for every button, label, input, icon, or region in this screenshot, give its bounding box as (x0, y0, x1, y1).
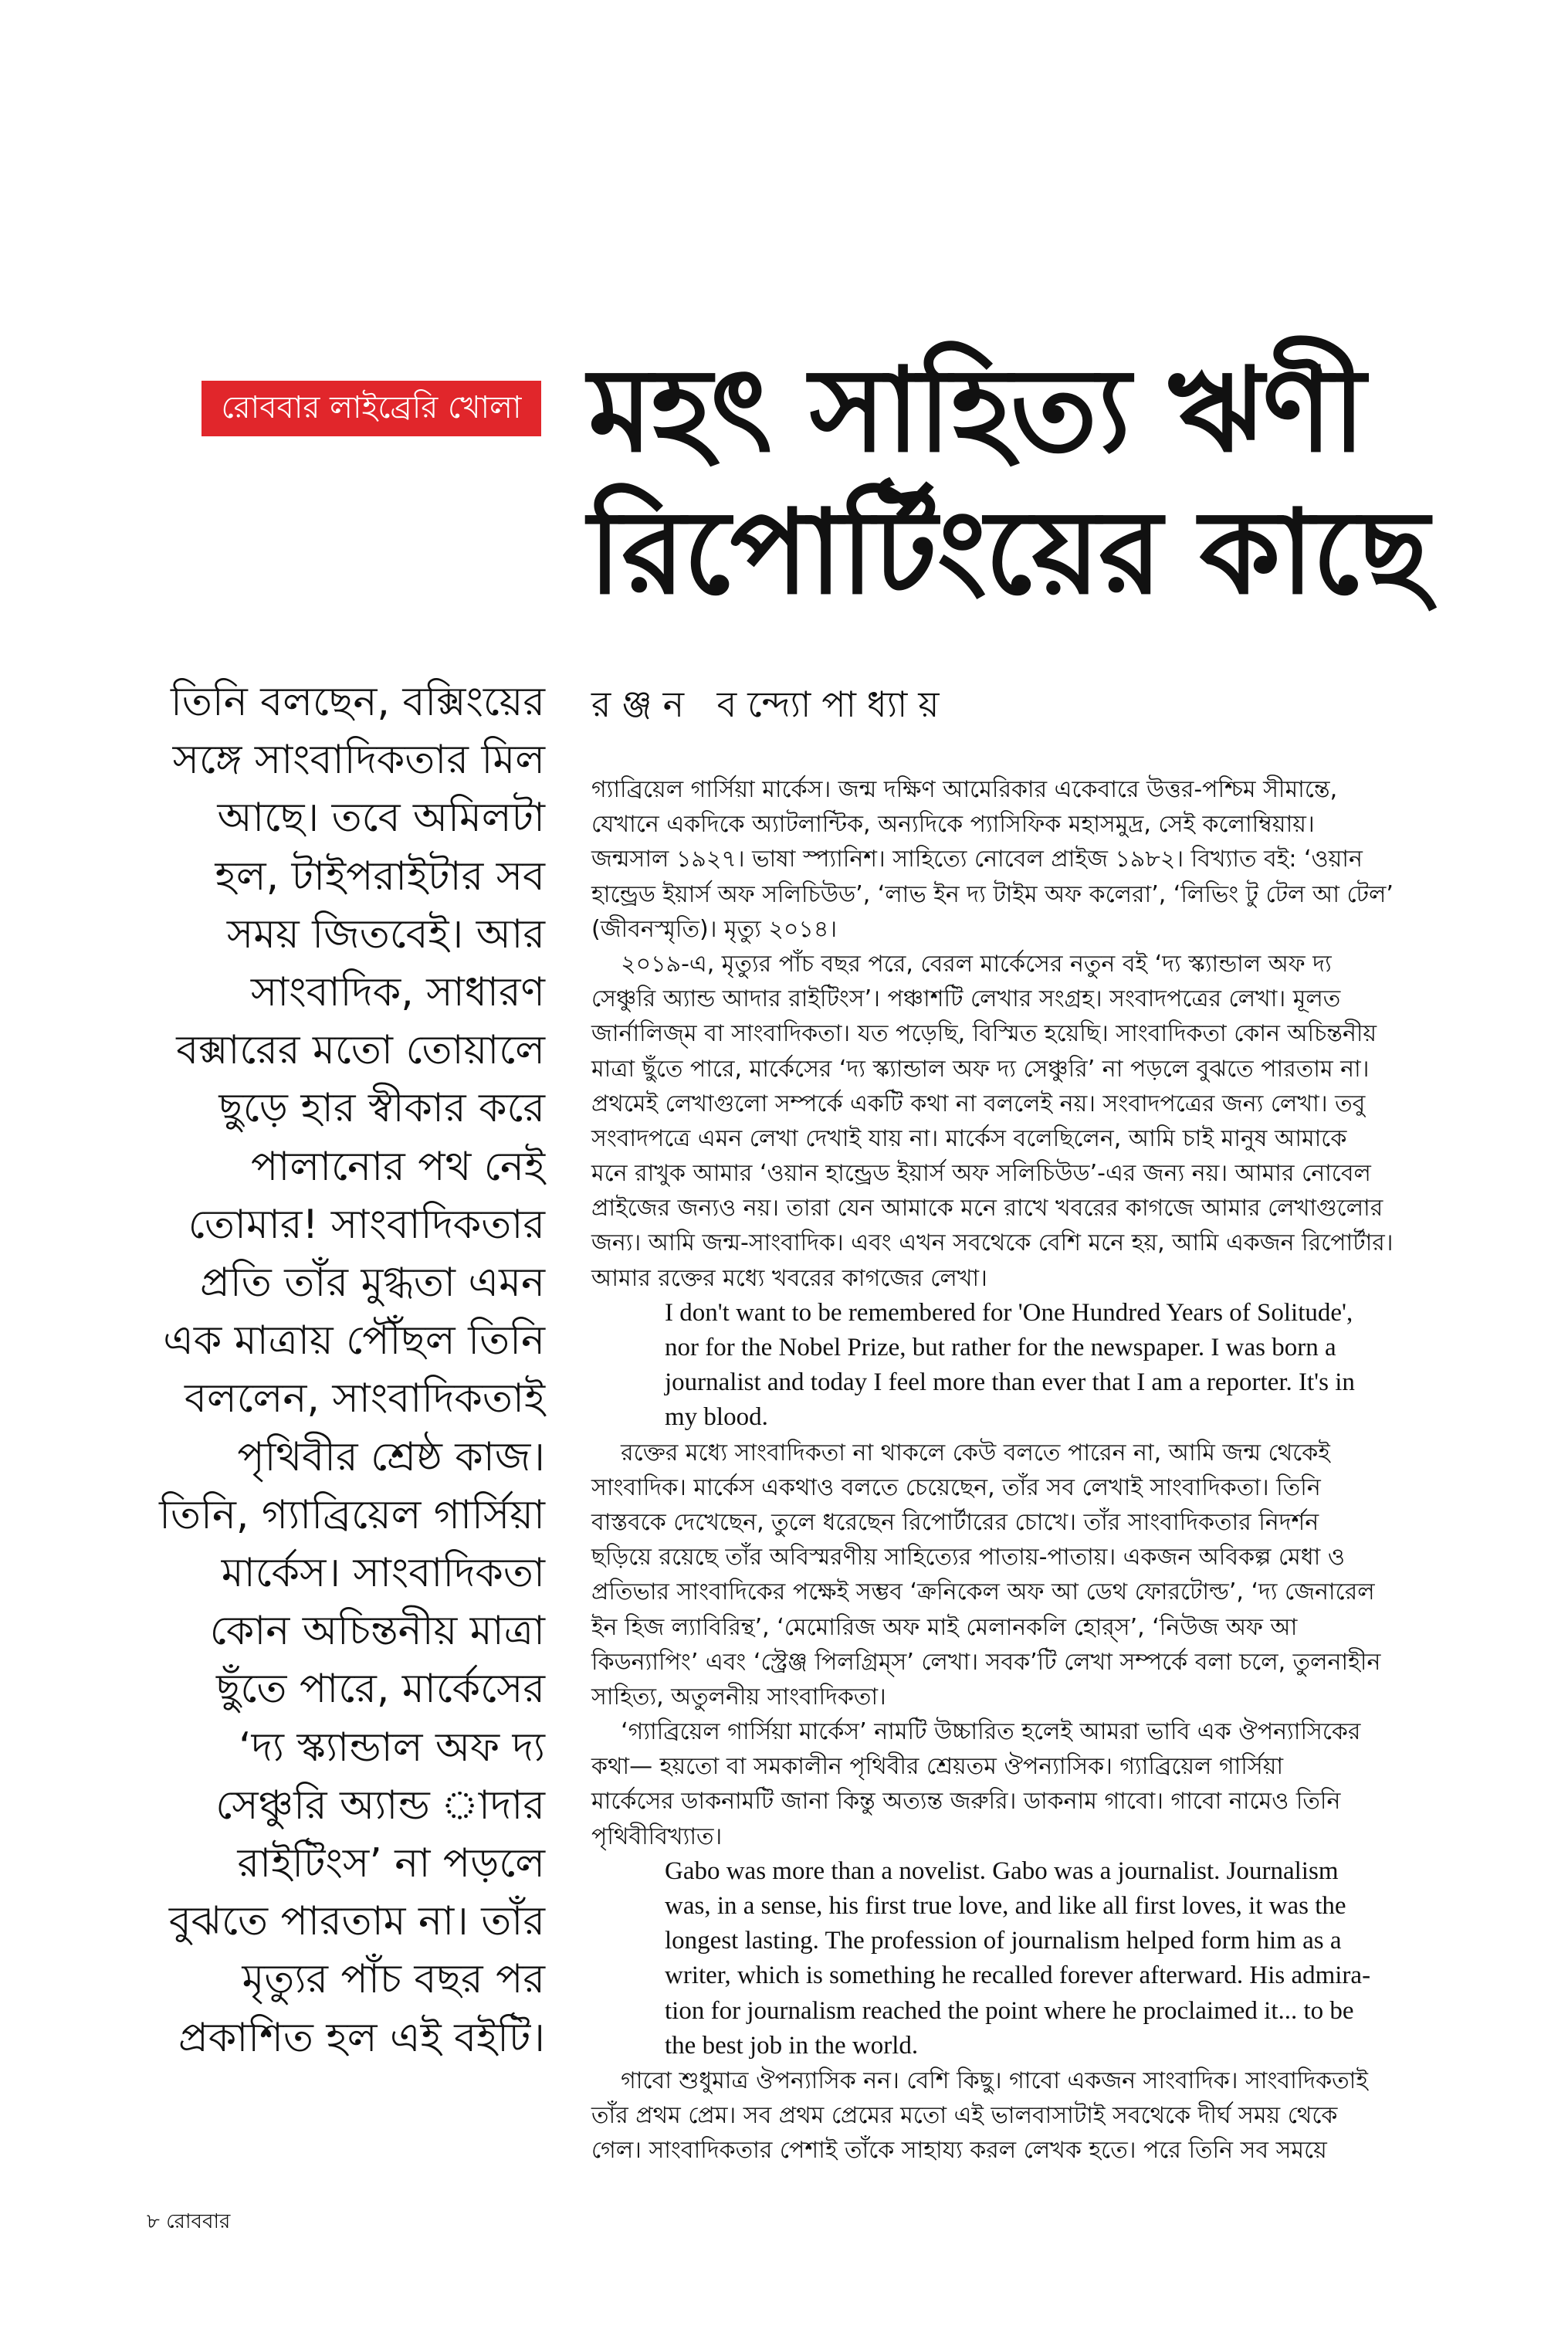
body-line: মনে রাখুক আমার ‘ওয়ান হান্ড্রেড ইয়ার্স অফ সলিচিউড’-এর জন্য নয়। আমার নোবেল (591, 1160, 1371, 1188)
quote-line-english: was, in a sense, his first true love, and like all first loves, it was the (665, 1892, 1346, 1920)
pull-quote-line: মৃত্যুর পাঁচ বছর পর (242, 1956, 545, 2003)
article-body (591, 772, 1437, 2168)
body-line: গাবো শুধুমাত্র ঔপন্যাসিক নন। বেশি কিছু। গাবো একজন সাংবাদিক। সাংবাদিকতাই (591, 2067, 1368, 2094)
body-line: গেল। সাংবাদিকতার পেশাই তাঁকে সাহায্য করল লেখক হতে। পরে তিনি সব সময়ে (591, 2137, 1327, 2165)
body-line: মাত্রা ছুঁতে পারে, মার্কেসের ‘দ্য স্ক্যান্ডাল অফ দ্য সেঞ্চুরি’ না পড়লে বুঝতে পারতাম না। (591, 1055, 1370, 1083)
pull-quote-line: পালানোর পথ নেই (250, 1143, 545, 1190)
quote-line-english: the best job in the world. (665, 2031, 919, 2060)
body-line: ২০১৯-এ, মৃত্যুর পাঁচ বছর পরে, বেরল মার্কেসের নতুন বই ‘দ্য স্ক্যান্ডাল অফ দ্য (591, 950, 1332, 978)
pull-quote-line: বুঝতে পারতাম না। তাঁর (168, 1898, 545, 1945)
pull-quote-line: সময় জিতবেই। আর (226, 910, 545, 958)
pull-quote-line: সঙ্গে সাংবাদিকতার মিল (172, 737, 545, 784)
pull-quote-line: ‘দ্য স্ক্যান্ডাল অফ দ্য (239, 1724, 545, 1771)
quote-line-english: nor for the Nobel Prize, but rather for the newspaper. I was born a (665, 1334, 1336, 1361)
section-badge: রোববার লাইব্রেরি খোলা (202, 381, 541, 436)
pull-quote-line: প্রকাশিত হল এই বইটি। (178, 2014, 545, 2061)
pull-quote-line: আছে। তবে অমিলটা (217, 795, 545, 842)
quote-line-english: tion for journalism reached the point where he proclaimed it... to be (665, 1996, 1354, 2025)
body-line: জার্নালিজ্‌ম বা সাংবাদিকতা। যত পড়েছি, বিস্মিত হয়েছি। সাংবাদিকতা কোন অচিন্তনীয় (591, 1020, 1377, 1048)
body-line: যেখানে একদিকে অ্যাটলান্টিক, অন্যদিকে প্যাসিফিক মহাসমুদ্র, সেই কলোম্বিয়ায়। (591, 811, 1315, 839)
pull-quote-line: ছুঁতে পারে, মার্কেসের (216, 1666, 545, 1713)
body-line: তাঁর প্রথম প্রেম। সব প্রথম প্রেমের মতো এই ভালবাসাটাই সবথেকে দীর্ঘ সময় থেকে (591, 2102, 1338, 2130)
pull-quote-line: রাইটিংস’ না পড়লে (237, 1840, 545, 1887)
pull-quote-line: বললেন, সাংবাদিকতাই (185, 1375, 545, 1422)
body-line: সংবাদপত্রে এমন লেখা দেখাই যায় না। মার্কেস বলেছিলেন, আমি চাই মানুষ আমাকে (591, 1124, 1347, 1152)
body-line: প্রতিভার সাংবাদিকের পক্ষেই সম্ভব ‘ক্রনিকেল অফ আ ডেথ ফোরটোল্ড’, ‘দ্য জেনারেল (591, 1578, 1375, 1606)
pull-quote-line: হল, টাইপরাইটার সব (215, 853, 545, 900)
body-line: ছড়িয়ে রয়েছে তাঁর অবিস্মরণীয় সাহিত্যের পাতায়-পাতায়। একজন অবিকল্প মেধা ও (591, 1544, 1345, 1572)
pull-quote-line: এক মাত্রায় পৌঁছল তিনি (163, 1317, 545, 1365)
quote-line-english: writer, which is something he recalled forever afterward. His admira- (665, 1962, 1371, 1990)
body-line: রক্তের মধ্যে সাংবাদিকতা না থাকলে কেউ বলতে পারেন না, আমি জন্ম থেকেই (591, 1439, 1330, 1466)
headline-line: মহৎ সাহিত্য ঋণী (588, 344, 1364, 478)
pull-quote-line: তোমার! সাংবাদিকতার (188, 1201, 545, 1248)
body-line: প্রাইজের জন্যও নয়। তারা যেন আমাকে মনে রাখে খবরের কাগজে আমার লেখাগুলোর (591, 1195, 1383, 1222)
pull-quote-line: ছুড়ে হার স্বীকার করে (218, 1085, 545, 1132)
body-line: (জীবনস্মৃতি)। মৃত্যু ২০১৪। (591, 915, 838, 943)
pull-quote-line: পৃথিবীর শ্রেষ্ঠ কাজ। (237, 1433, 545, 1480)
body-line: বাস্তবকে দেখেছেন, তুলে ধরেছেন রিপোর্টারের চোখে। তাঁর সাংবাদিকতার নিদর্শন (591, 1508, 1319, 1536)
quote-line-english: I don't want to be remembered for 'One Hundred Years of Solitude', (665, 1298, 1353, 1327)
pull-quote-line: তিনি বলছেন, বক্সিংয়ের (170, 679, 545, 725)
body-line: আমার রক্তের মধ্যে খবরের কাগজের লেখা। (591, 1264, 987, 1292)
pull-quote (116, 673, 545, 2067)
body-line: ‘গ্যাব্রিয়েল গার্সিয়া মার্কেস’ নামটি উচ্চারিত হলেই আমরা ভাবি এক ঔপন্যাসিকের (591, 1718, 1361, 1746)
pull-quote-line: কোন অচিন্তনীয় মাত্রা (209, 1608, 545, 1655)
pull-quote-line: মার্কেস। সাংবাদিকতা (221, 1550, 545, 1597)
body-line: হান্ড্রেড ইয়ার্স অফ সলিচিউড’, ‘লাভ ইন দ্য টাইম অফ কলেরা’, ‘লিভিং টু টেল আ টেল’ (591, 880, 1394, 908)
body-line: সেঞ্চুরি অ্যান্ড আদার রাইটিংস’। পঞ্চাশটি লেখার সংগ্রহ। সংবাদপত্রের লেখা। মূলত (591, 985, 1341, 1013)
body-line: জন্য। আমি জন্ম-সাংবাদিক। এবং এখন সবথেকে বেশি মনে হয়, আমি একজন রিপোর্টার। (591, 1229, 1394, 1257)
quote-line-english: journalist and today I feel more than ever that I am a reporter. It's in (665, 1368, 1355, 1397)
body-line: ইন হিজ ল্যাবিরিন্থ’, ‘মেমোরিজ অফ মাই মেলানকলি হোর্‌স’, ‘নিউজ অফ আ (591, 1613, 1298, 1641)
quote-line-english: longest lasting. The profession of journalism helped form him as a (665, 1927, 1342, 1955)
body-line: সাংবাদিক। মার্কেস একথাও বলতে চেয়েছেন, তাঁর সব লেখাই সাংবাদিকতা। তিনি (591, 1473, 1321, 1501)
quote-line-english: Gabo was more than a novelist. Gabo was a journalist. Journalism (665, 1856, 1339, 1885)
body-line: কিডন্যাপিং’ এবং ‘স্ট্রেঞ্জ পিলগ্রিম্‌স’ লেখা। সবক’টি লেখা সম্পর্কে বলা চলে, তুলনাহীন (591, 1648, 1381, 1676)
quote-line-english: my blood. (665, 1403, 768, 1432)
headline (588, 340, 1453, 624)
pull-quote-line: সেঞ্চুরি অ্যান্ড াদার (215, 1782, 545, 1829)
body-line: জন্মসাল ১৯২৭। ভাষা স্প্যানিশ। সাহিত্যে নোবেল প্রাইজ ১৯৮২। বিখ্যাত বই: ‘ওয়ান (591, 846, 1363, 873)
byline: রঞ্জন বন্দ্যোপাধ্যায় (591, 683, 950, 725)
body-line: মার্কেসের ডাকনামটি জানা কিন্তু অত্যন্ত জরুরি। ডাকনাম গাবো। গাবো নামেও তিনি (591, 1788, 1341, 1816)
body-line: গ্যাব্রিয়েল গার্সিয়া মার্কেস। জন্ম দক্ষিণ আমেরিকার একেবারে উত্তর-পশ্চিম সীমান্তে, (591, 776, 1338, 803)
pull-quote-line: বক্সারের মতো তোয়ালে (176, 1027, 545, 1074)
pull-quote-line: তিনি, গ্যাব্রিয়েল গার্সিয়া (159, 1491, 545, 1538)
page-footer: ৮ রোববার (147, 2210, 231, 2233)
body-line: পৃথিবীবিখ্যাত। (591, 1822, 723, 1850)
body-line: কথা— হয়তো বা সমকালীন পৃথিবীর শ্রেয়তম ঔপন্যাসিক। গ্যাব্রিয়েল গার্সিয়া (591, 1753, 1284, 1781)
body-line: সাহিত্য, অতুলনীয় সাংবাদিকতা। (591, 1683, 886, 1711)
headline-line: রিপোর্টিংয়ের কাছে (588, 486, 1428, 620)
pull-quote-line: প্রতি তাঁর মুগ্ধতা এমন (200, 1260, 545, 1307)
body-line: প্রথমেই লেখাগুলো সম্পর্কে একটি কথা না বললেই নয়। সংবাদপত্রের জন্য লেখা। তবু (591, 1090, 1366, 1117)
pull-quote-line: সাংবাদিক, সাধারণ (250, 969, 545, 1016)
